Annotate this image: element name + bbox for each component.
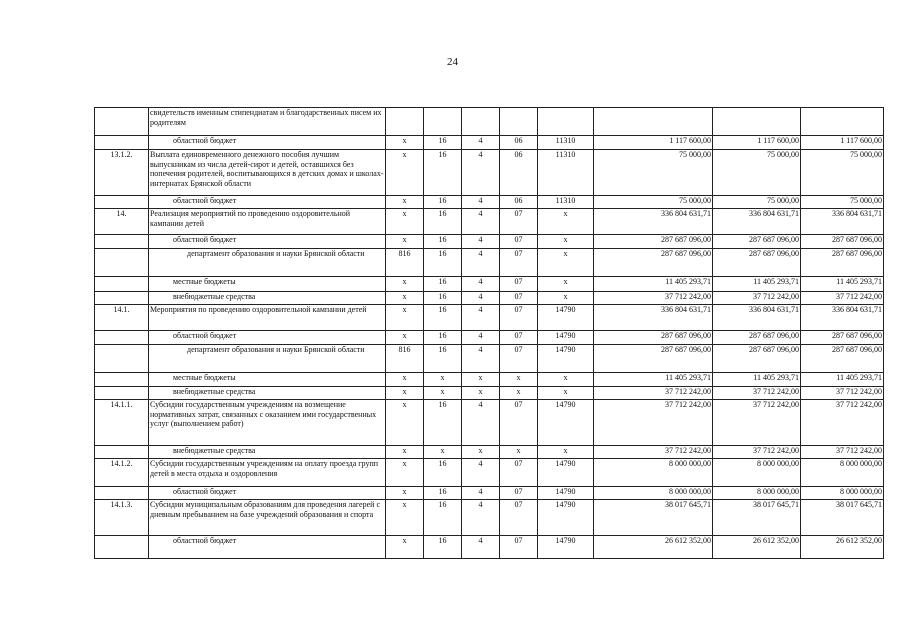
amount-year-1: 1 117 600,00 — [594, 136, 713, 150]
amount-year-1: 37 712 242,00 — [594, 446, 713, 459]
code-grbs: x — [386, 292, 424, 305]
amount-year-2: 38 017 645,71 — [713, 500, 801, 536]
code-pr: 4 — [462, 345, 500, 373]
code-sub: 07 — [500, 209, 538, 235]
code-pr: 4 — [462, 400, 500, 446]
table-row — [95, 387, 884, 400]
code-rz — [424, 108, 462, 136]
code-sub: 07 — [500, 459, 538, 487]
amount-year-2: 1 117 600,00 — [713, 136, 801, 150]
code-csr: 14790 — [538, 500, 594, 536]
code-sub: 07 — [500, 331, 538, 345]
table-row — [95, 305, 884, 331]
code-csr: 14790 — [538, 345, 594, 373]
code-rz: x — [424, 387, 462, 400]
code-grbs: x — [386, 305, 424, 331]
amount-year-2: 37 712 242,00 — [713, 387, 801, 400]
amount-year-3: 75 000,00 — [801, 150, 884, 196]
code-sub: 07 — [500, 305, 538, 331]
row-name: внебюджетные средства — [149, 387, 386, 400]
row-number: 14.1.3. — [95, 500, 149, 536]
amount-year-1: 75 000,00 — [594, 150, 713, 196]
code-csr: 11310 — [538, 136, 594, 150]
code-pr: 4 — [462, 277, 500, 292]
code-rz: 16 — [424, 459, 462, 487]
row-name: местные бюджеты — [149, 277, 386, 292]
code-rz: 16 — [424, 500, 462, 536]
code-grbs: x — [386, 387, 424, 400]
amount-year-1: 75 000,00 — [594, 196, 713, 209]
amount-year-3: 287 687 096,00 — [801, 249, 884, 277]
row-name: Субсидии муниципальным образованиям для проведения лагерей с дневным пребыванием на базе учреждений образования и спорта — [149, 500, 386, 536]
code-sub: x — [500, 446, 538, 459]
code-csr: x — [538, 446, 594, 459]
table-row — [95, 136, 884, 150]
row-number — [95, 277, 149, 292]
row-number — [95, 487, 149, 500]
row-name: местные бюджеты — [149, 373, 386, 387]
row-number: 13.1.2. — [95, 150, 149, 196]
amount-year-1: 11 405 293,71 — [594, 277, 713, 292]
code-csr: x — [538, 249, 594, 277]
row-number — [95, 446, 149, 459]
table-row — [95, 292, 884, 305]
row-name: департамент образования и науки Брянской области — [149, 345, 386, 373]
code-sub: 07 — [500, 500, 538, 536]
code-rz: 16 — [424, 292, 462, 305]
row-name: внебюджетные средства — [149, 292, 386, 305]
row-number — [95, 373, 149, 387]
table-row — [95, 373, 884, 387]
code-pr: 4 — [462, 196, 500, 209]
row-name: Субсидии государственным учреждениям на возмещение нормативных затрат, связанных с оказанием ими государственных услуг (выполнением работ) — [149, 400, 386, 446]
amount-year-2: 8 000 000,00 — [713, 459, 801, 487]
row-name: Мероприятия по проведению оздоровительной кампании детей — [149, 305, 386, 331]
amount-year-1: 38 017 645,71 — [594, 500, 713, 536]
amount-year-1 — [594, 108, 713, 136]
row-name: Субсидии государственным учреждениям на оплату проезда групп детей в места отдыха и оздоровления — [149, 459, 386, 487]
row-name: областной бюджет — [149, 136, 386, 150]
code-csr: x — [538, 277, 594, 292]
row-number — [95, 108, 149, 136]
amount-year-3: 26 612 352,00 — [801, 536, 884, 559]
row-name: свидетельств именным стипендиатам и благодарственных писем их родителям — [149, 108, 386, 136]
table-row — [95, 331, 884, 345]
amount-year-2: 11 405 293,71 — [713, 373, 801, 387]
code-pr: 4 — [462, 136, 500, 150]
amount-year-2: 8 000 000,00 — [713, 487, 801, 500]
table-row — [95, 150, 884, 196]
code-pr — [462, 108, 500, 136]
amount-year-3: 38 017 645,71 — [801, 500, 884, 536]
code-rz: 16 — [424, 150, 462, 196]
row-number — [95, 331, 149, 345]
code-sub: 07 — [500, 487, 538, 500]
row-name: областной бюджет — [149, 235, 386, 249]
amount-year-1: 336 804 631,71 — [594, 209, 713, 235]
amount-year-3 — [801, 108, 884, 136]
code-rz: 16 — [424, 400, 462, 446]
amount-year-1: 8 000 000,00 — [594, 459, 713, 487]
amount-year-2: 37 712 242,00 — [713, 292, 801, 305]
amount-year-1: 37 712 242,00 — [594, 292, 713, 305]
code-rz: 16 — [424, 235, 462, 249]
amount-year-2 — [713, 108, 801, 136]
code-grbs: x — [386, 487, 424, 500]
row-number — [95, 196, 149, 209]
page-number: 24 — [447, 56, 458, 68]
code-rz: 16 — [424, 249, 462, 277]
amount-year-2: 287 687 096,00 — [713, 249, 801, 277]
table-row — [95, 400, 884, 446]
row-number: 14.1. — [95, 305, 149, 331]
row-name: внебюджетные средства — [149, 446, 386, 459]
amount-year-1: 26 612 352,00 — [594, 536, 713, 559]
code-sub: 06 — [500, 196, 538, 209]
row-number: 14. — [95, 209, 149, 235]
amount-year-1: 37 712 242,00 — [594, 387, 713, 400]
amount-year-1: 287 687 096,00 — [594, 345, 713, 373]
code-csr: 14790 — [538, 305, 594, 331]
code-rz: 16 — [424, 136, 462, 150]
budget-table-body — [95, 108, 884, 559]
amount-year-1: 11 405 293,71 — [594, 373, 713, 387]
table-row — [95, 277, 884, 292]
code-sub: 07 — [500, 345, 538, 373]
amount-year-3: 336 804 631,71 — [801, 305, 884, 331]
amount-year-2: 37 712 242,00 — [713, 446, 801, 459]
code-rz: 16 — [424, 277, 462, 292]
amount-year-2: 75 000,00 — [713, 150, 801, 196]
row-name: областной бюджет — [149, 196, 386, 209]
code-csr: x — [538, 387, 594, 400]
table-row — [95, 345, 884, 373]
code-grbs — [386, 108, 424, 136]
code-pr: 4 — [462, 500, 500, 536]
code-sub: 06 — [500, 150, 538, 196]
amount-year-3: 287 687 096,00 — [801, 345, 884, 373]
code-pr: 4 — [462, 487, 500, 500]
table-row — [95, 536, 884, 559]
code-pr: 4 — [462, 305, 500, 331]
amount-year-2: 37 712 242,00 — [713, 400, 801, 446]
amount-year-1: 8 000 000,00 — [594, 487, 713, 500]
row-number — [95, 136, 149, 150]
table-row — [95, 249, 884, 277]
amount-year-3: 287 687 096,00 — [801, 331, 884, 345]
code-rz: 16 — [424, 305, 462, 331]
amount-year-1: 287 687 096,00 — [594, 331, 713, 345]
code-sub: x — [500, 373, 538, 387]
row-name: департамент образования и науки Брянской области — [149, 249, 386, 277]
row-name: Реализация мероприятий по проведению оздоровительной кампании детей — [149, 209, 386, 235]
amount-year-1: 336 804 631,71 — [594, 305, 713, 331]
code-rz: 16 — [424, 487, 462, 500]
code-sub: 07 — [500, 277, 538, 292]
table-row — [95, 235, 884, 249]
code-rz: 16 — [424, 196, 462, 209]
row-name: областной бюджет — [149, 487, 386, 500]
code-pr: 4 — [462, 536, 500, 559]
code-pr: 4 — [462, 331, 500, 345]
amount-year-3: 11 405 293,71 — [801, 373, 884, 387]
code-pr: 4 — [462, 249, 500, 277]
table-row — [95, 209, 884, 235]
row-name: областной бюджет — [149, 331, 386, 345]
code-grbs: 816 — [386, 345, 424, 373]
amount-year-3: 287 687 096,00 — [801, 235, 884, 249]
amount-year-1: 287 687 096,00 — [594, 249, 713, 277]
row-number — [95, 292, 149, 305]
code-grbs: x — [386, 446, 424, 459]
code-grbs: x — [386, 150, 424, 196]
row-number — [95, 235, 149, 249]
row-name: областной бюджет — [149, 536, 386, 559]
code-pr: 4 — [462, 150, 500, 196]
code-pr: x — [462, 446, 500, 459]
amount-year-3: 11 405 293,71 — [801, 277, 884, 292]
code-grbs: x — [386, 500, 424, 536]
code-csr: x — [538, 373, 594, 387]
amount-year-2: 75 000,00 — [713, 196, 801, 209]
amount-year-3: 37 712 242,00 — [801, 446, 884, 459]
code-pr: 4 — [462, 235, 500, 249]
amount-year-3: 37 712 242,00 — [801, 400, 884, 446]
code-sub: 06 — [500, 136, 538, 150]
table-row — [95, 459, 884, 487]
code-sub: 07 — [500, 400, 538, 446]
code-csr: x — [538, 235, 594, 249]
amount-year-3: 8 000 000,00 — [801, 487, 884, 500]
code-pr: 4 — [462, 209, 500, 235]
table-row — [95, 108, 884, 136]
code-csr: x — [538, 209, 594, 235]
amount-year-1: 37 712 242,00 — [594, 400, 713, 446]
code-grbs: x — [386, 400, 424, 446]
code-csr: 14790 — [538, 331, 594, 345]
amount-year-3: 37 712 242,00 — [801, 387, 884, 400]
code-grbs: x — [386, 459, 424, 487]
code-grbs: x — [386, 209, 424, 235]
code-rz: 16 — [424, 345, 462, 373]
amount-year-2: 11 405 293,71 — [713, 277, 801, 292]
amount-year-3: 336 804 631,71 — [801, 209, 884, 235]
code-grbs: x — [386, 536, 424, 559]
code-csr: 14790 — [538, 487, 594, 500]
amount-year-3: 8 000 000,00 — [801, 459, 884, 487]
row-number — [95, 387, 149, 400]
code-csr: 14790 — [538, 536, 594, 559]
row-number — [95, 345, 149, 373]
code-grbs: 816 — [386, 249, 424, 277]
amount-year-2: 336 804 631,71 — [713, 305, 801, 331]
amount-year-1: 287 687 096,00 — [594, 235, 713, 249]
table-row — [95, 487, 884, 500]
row-number: 14.1.1. — [95, 400, 149, 446]
code-pr: x — [462, 373, 500, 387]
code-rz: 16 — [424, 331, 462, 345]
amount-year-2: 287 687 096,00 — [713, 235, 801, 249]
code-rz: 16 — [424, 536, 462, 559]
code-sub: 07 — [500, 292, 538, 305]
code-sub: 07 — [500, 249, 538, 277]
code-grbs: x — [386, 136, 424, 150]
row-number: 14.1.2. — [95, 459, 149, 487]
code-pr: 4 — [462, 292, 500, 305]
code-csr: 14790 — [538, 459, 594, 487]
amount-year-2: 26 612 352,00 — [713, 536, 801, 559]
budget-table — [94, 107, 884, 559]
row-number — [95, 249, 149, 277]
amount-year-3: 37 712 242,00 — [801, 292, 884, 305]
code-csr: 11310 — [538, 196, 594, 209]
code-sub: 07 — [500, 536, 538, 559]
code-csr: 11310 — [538, 150, 594, 196]
code-rz: x — [424, 373, 462, 387]
code-grbs: x — [386, 196, 424, 209]
row-number — [95, 536, 149, 559]
code-pr: 4 — [462, 459, 500, 487]
code-csr: x — [538, 292, 594, 305]
table-row — [95, 500, 884, 536]
code-rz: 16 — [424, 209, 462, 235]
amount-year-3: 1 117 600,00 — [801, 136, 884, 150]
code-rz: x — [424, 446, 462, 459]
code-sub: 07 — [500, 235, 538, 249]
code-sub: x — [500, 387, 538, 400]
amount-year-2: 287 687 096,00 — [713, 345, 801, 373]
table-row — [95, 196, 884, 209]
code-grbs: x — [386, 373, 424, 387]
amount-year-3: 75 000,00 — [801, 196, 884, 209]
code-grbs: x — [386, 277, 424, 292]
amount-year-2: 287 687 096,00 — [713, 331, 801, 345]
row-name: Выплата единовременного денежного пособия лучшим выпускникам из числа детей-сирот и детей, оставшихся без попечения родителей, воспитывающихся в детских домах и школах-интернатах Брянской области — [149, 150, 386, 196]
code-sub — [500, 108, 538, 136]
table-row — [95, 446, 884, 459]
code-csr: 14790 — [538, 400, 594, 446]
code-csr — [538, 108, 594, 136]
code-grbs: x — [386, 331, 424, 345]
code-grbs: x — [386, 235, 424, 249]
code-pr: x — [462, 387, 500, 400]
amount-year-2: 336 804 631,71 — [713, 209, 801, 235]
